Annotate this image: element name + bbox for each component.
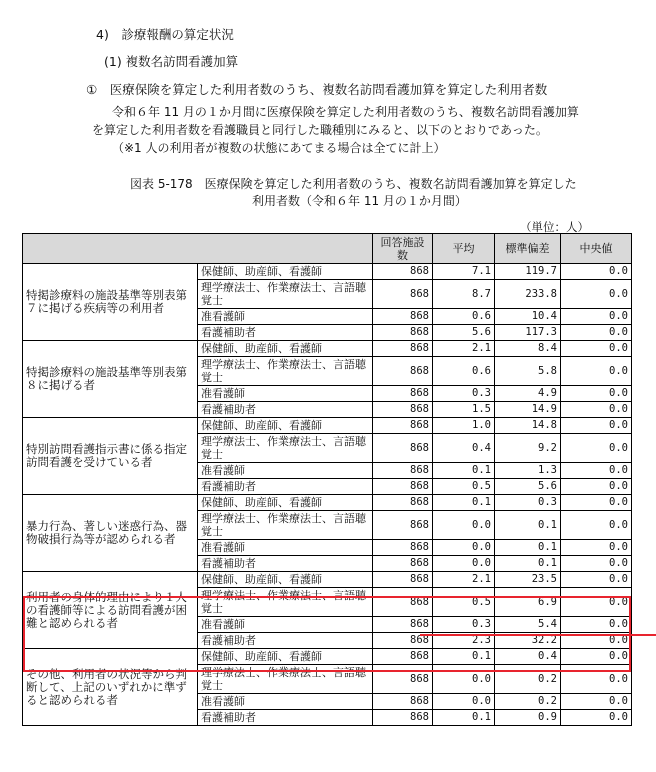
median-cell: 0.0 — [561, 325, 632, 341]
median-cell: 0.0 — [561, 649, 632, 665]
sd-cell: 119.7 — [495, 264, 561, 280]
group-label: その他、利用者の状況等から判断して、上記のいずれかに準ずると認められる者 — [23, 649, 198, 726]
table-row — [23, 264, 632, 280]
figure-caption-line-1: 図表 5-178 医療保険を算定した利用者数のうち、複数名訪問看護加算を算定した — [130, 177, 577, 191]
mean-cell: 0.0 — [433, 694, 495, 710]
facilities-cell: 868 — [373, 556, 433, 572]
mean-cell: 0.0 — [433, 511, 495, 540]
sd-cell: 5.4 — [495, 617, 561, 633]
median-cell: 0.0 — [561, 665, 632, 694]
group-label: 暴力行為、著しい迷惑行為、器物破損行為等が認められる者 — [23, 495, 198, 572]
sd-cell: 6.9 — [495, 588, 561, 617]
staff-type-cell: 保健師、助産師、看護師 — [198, 572, 373, 588]
median-cell: 0.0 — [561, 511, 632, 540]
staff-type-cell: 理学療法士、作業療法士、言語聴覚士 — [198, 665, 373, 694]
paragraph-note: （※1 人の利用者が複数の状態にあてまる場合は全てに計上） — [112, 141, 446, 155]
mean-cell: 2.3 — [433, 633, 495, 649]
sd-cell: 5.6 — [495, 479, 561, 495]
data-table — [22, 233, 632, 726]
facilities-cell: 868 — [373, 418, 433, 434]
facilities-cell: 868 — [373, 386, 433, 402]
median-cell: 0.0 — [561, 495, 632, 511]
staff-type-cell: 看護補助者 — [198, 556, 373, 572]
sd-cell: 4.9 — [495, 386, 561, 402]
mean-cell: 0.4 — [433, 434, 495, 463]
staff-type-cell: 看護補助者 — [198, 402, 373, 418]
table-row — [23, 341, 632, 357]
item-heading: ① 医療保険を算定した利用者数のうち、複数名訪問看護加算を算定した利用者数 — [86, 82, 548, 97]
sd-cell: 0.4 — [495, 649, 561, 665]
mean-cell: 2.1 — [433, 572, 495, 588]
staff-type-cell: 准看護師 — [198, 309, 373, 325]
figure-caption-line-2: 利用者数（令和６年 11 月の１か月間） — [252, 194, 467, 208]
facilities-cell: 868 — [373, 264, 433, 280]
mean-cell: 0.6 — [433, 357, 495, 386]
staff-type-cell: 理学療法士、作業療法士、言語聴覚士 — [198, 511, 373, 540]
median-cell: 0.0 — [561, 479, 632, 495]
median-cell: 0.0 — [561, 572, 632, 588]
facilities-cell: 868 — [373, 694, 433, 710]
highlight-pointer-line — [420, 634, 656, 636]
median-cell: 0.0 — [561, 540, 632, 556]
mean-cell: 0.1 — [433, 463, 495, 479]
header-blank — [23, 234, 373, 264]
sd-cell: 32.2 — [495, 633, 561, 649]
median-cell: 0.0 — [561, 710, 632, 726]
sd-cell: 23.5 — [495, 572, 561, 588]
paragraph-line-1: 令和６年 11 月の１か月間に医療保険を算定した利用者数のうち、複数名訪問看護加算 — [112, 105, 579, 119]
sd-cell: 0.2 — [495, 665, 561, 694]
facilities-cell: 868 — [373, 280, 433, 309]
median-cell: 0.0 — [561, 434, 632, 463]
staff-type-cell: 保健師、助産師、看護師 — [198, 418, 373, 434]
facilities-cell: 868 — [373, 633, 433, 649]
sd-cell: 0.9 — [495, 710, 561, 726]
facilities-cell: 868 — [373, 540, 433, 556]
mean-cell: 0.6 — [433, 309, 495, 325]
median-cell: 0.0 — [561, 309, 632, 325]
median-cell: 0.0 — [561, 633, 632, 649]
staff-type-cell: 理学療法士、作業療法士、言語聴覚士 — [198, 434, 373, 463]
mean-cell: 0.0 — [433, 665, 495, 694]
facilities-cell: 868 — [373, 309, 433, 325]
mean-cell: 0.1 — [433, 495, 495, 511]
unit-label: （単位：人） — [520, 220, 589, 234]
staff-type-cell: 理学療法士、作業療法士、言語聴覚士 — [198, 588, 373, 617]
group-label: 利用者の身体的理由により１人の看護師等による訪問看護が困難と認められる者 — [23, 572, 198, 649]
median-cell: 0.0 — [561, 341, 632, 357]
median-cell: 0.0 — [561, 264, 632, 280]
median-cell: 0.0 — [561, 280, 632, 309]
staff-type-cell: 保健師、助産師、看護師 — [198, 341, 373, 357]
group-label: 特別訪問看護指示書に係る指定訪問看護を受けている者 — [23, 418, 198, 495]
subsection-heading: (1) 複数名訪問看護加算 — [104, 54, 239, 69]
staff-type-cell: 准看護師 — [198, 540, 373, 556]
mean-cell: 2.1 — [433, 341, 495, 357]
sd-cell: 117.3 — [495, 325, 561, 341]
median-cell: 0.0 — [561, 418, 632, 434]
median-cell: 0.0 — [561, 402, 632, 418]
paragraph-line-2: を算定した利用者数を看護職員と同行した職種別にみると、以下のとおりであった。 — [92, 123, 548, 137]
mean-cell: 1.0 — [433, 418, 495, 434]
sd-cell: 14.8 — [495, 418, 561, 434]
mean-cell: 0.3 — [433, 386, 495, 402]
facilities-cell: 868 — [373, 495, 433, 511]
staff-type-cell: 准看護師 — [198, 694, 373, 710]
section-heading: 4) 診療報酬の算定状況 — [96, 27, 234, 42]
group-label: 特掲診療料の施設基準等別表第８に掲げる者 — [23, 341, 198, 418]
median-cell: 0.0 — [561, 386, 632, 402]
mean-cell: 0.5 — [433, 479, 495, 495]
median-cell: 0.0 — [561, 617, 632, 633]
median-cell: 0.0 — [561, 463, 632, 479]
staff-type-cell: 准看護師 — [198, 386, 373, 402]
mean-cell: 0.0 — [433, 556, 495, 572]
table-row — [23, 649, 632, 665]
mean-cell: 5.6 — [433, 325, 495, 341]
facilities-cell: 868 — [373, 572, 433, 588]
sd-cell: 9.2 — [495, 434, 561, 463]
sd-cell: 1.3 — [495, 463, 561, 479]
facilities-cell: 868 — [373, 341, 433, 357]
staff-type-cell: 看護補助者 — [198, 325, 373, 341]
staff-type-cell: 保健師、助産師、看護師 — [198, 495, 373, 511]
staff-type-cell: 保健師、助産師、看護師 — [198, 649, 373, 665]
mean-cell: 1.5 — [433, 402, 495, 418]
staff-type-cell: 看護補助者 — [198, 479, 373, 495]
sd-cell: 0.2 — [495, 694, 561, 710]
staff-type-cell: 看護補助者 — [198, 633, 373, 649]
sd-cell: 0.1 — [495, 556, 561, 572]
facilities-cell: 868 — [373, 434, 433, 463]
staff-type-cell: 理学療法士、作業療法士、言語聴覚士 — [198, 357, 373, 386]
table-row — [23, 418, 632, 434]
median-cell: 0.0 — [561, 556, 632, 572]
table-row — [23, 495, 632, 511]
median-cell: 0.0 — [561, 588, 632, 617]
median-cell: 0.0 — [561, 694, 632, 710]
mean-cell: 8.7 — [433, 280, 495, 309]
sd-cell: 0.1 — [495, 540, 561, 556]
sd-cell: 5.8 — [495, 357, 561, 386]
facilities-cell: 868 — [373, 665, 433, 694]
facilities-cell: 868 — [373, 649, 433, 665]
facilities-cell: 868 — [373, 617, 433, 633]
sd-cell: 10.4 — [495, 309, 561, 325]
header-facilities: 回答施設数 — [373, 234, 433, 264]
sd-cell: 233.8 — [495, 280, 561, 309]
mean-cell: 0.0 — [433, 540, 495, 556]
facilities-cell: 868 — [373, 357, 433, 386]
sd-cell: 8.4 — [495, 341, 561, 357]
mean-cell: 0.5 — [433, 588, 495, 617]
mean-cell: 0.3 — [433, 617, 495, 633]
sd-cell: 0.3 — [495, 495, 561, 511]
staff-type-cell: 准看護師 — [198, 617, 373, 633]
staff-type-cell: 理学療法士、作業療法士、言語聴覚士 — [198, 280, 373, 309]
staff-type-cell: 保健師、助産師、看護師 — [198, 264, 373, 280]
sd-cell: 0.1 — [495, 511, 561, 540]
mean-cell: 7.1 — [433, 264, 495, 280]
mean-cell: 0.1 — [433, 710, 495, 726]
group-label: 特掲診療料の施設基準等別表第７に掲げる疾病等の利用者 — [23, 264, 198, 341]
staff-type-cell: 准看護師 — [198, 463, 373, 479]
facilities-cell: 868 — [373, 463, 433, 479]
facilities-cell: 868 — [373, 588, 433, 617]
facilities-cell: 868 — [373, 479, 433, 495]
facilities-cell: 868 — [373, 325, 433, 341]
staff-type-cell: 看護補助者 — [198, 710, 373, 726]
header-sd: 標準偏差 — [495, 234, 561, 264]
header-median: 中央値 — [561, 234, 632, 264]
facilities-cell: 868 — [373, 511, 433, 540]
facilities-cell: 868 — [373, 402, 433, 418]
median-cell: 0.0 — [561, 357, 632, 386]
mean-cell: 0.1 — [433, 649, 495, 665]
facilities-cell: 868 — [373, 710, 433, 726]
header-mean: 平均 — [433, 234, 495, 264]
table-row — [23, 572, 632, 588]
sd-cell: 14.9 — [495, 402, 561, 418]
